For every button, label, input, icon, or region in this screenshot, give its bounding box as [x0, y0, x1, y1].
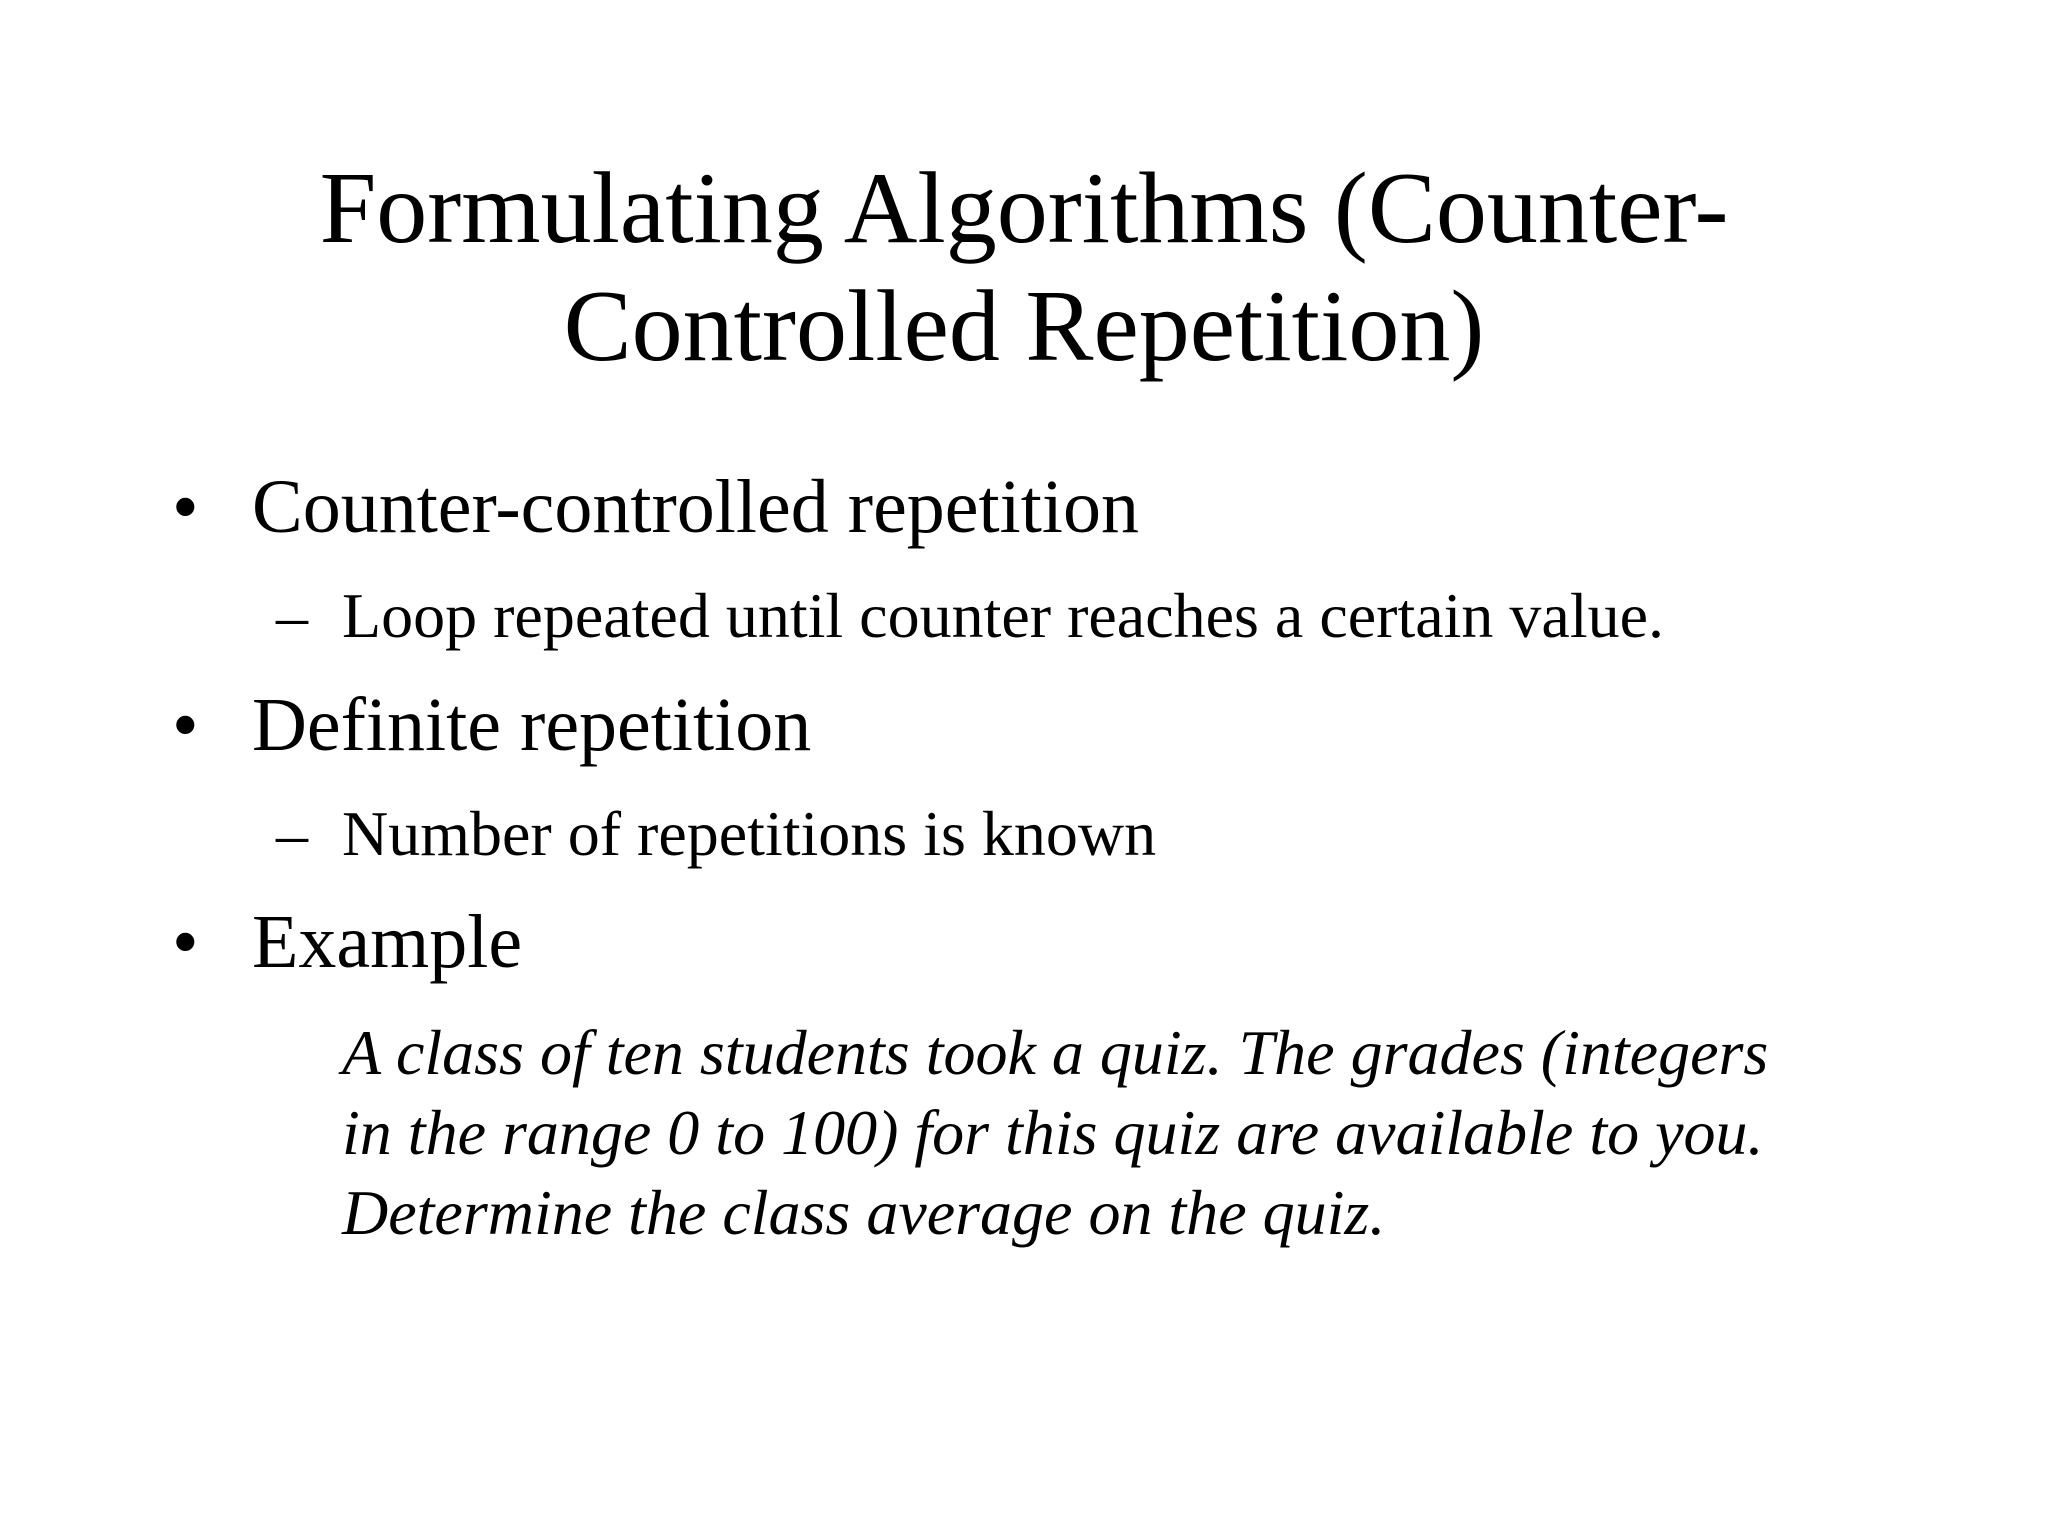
sub-bullet-text: Number of repetitions is known — [342, 798, 1157, 869]
slide-title-line: Controlled Repetition) — [563, 270, 1485, 383]
sub-bullet-text: Loop repeated until counter reaches a certain value. — [342, 580, 1664, 651]
slide-title-line: Formulating Algorithms (Counter- — [319, 152, 1729, 265]
bullet-marker: • — [172, 900, 199, 984]
example-line: Determine the class average on the quiz. — [342, 1177, 1386, 1248]
slide-title — [0, 150, 2048, 386]
bullet-text: Counter-controlled repetition — [252, 465, 1139, 549]
bullet-marker: • — [172, 683, 199, 767]
example-line: in the range 0 to 100) for this quiz are available to you. — [342, 1097, 1764, 1168]
bullet-marker: • — [172, 465, 199, 549]
example-line: A class of ten students took a quiz. The grades (integers — [342, 1017, 1769, 1088]
bullet-text: Definite repetition — [252, 683, 812, 767]
example-paragraph — [342, 1013, 1902, 1253]
dash-marker: – — [276, 798, 308, 869]
dash-marker: – — [276, 580, 308, 651]
bullet-text: Example — [252, 900, 523, 984]
